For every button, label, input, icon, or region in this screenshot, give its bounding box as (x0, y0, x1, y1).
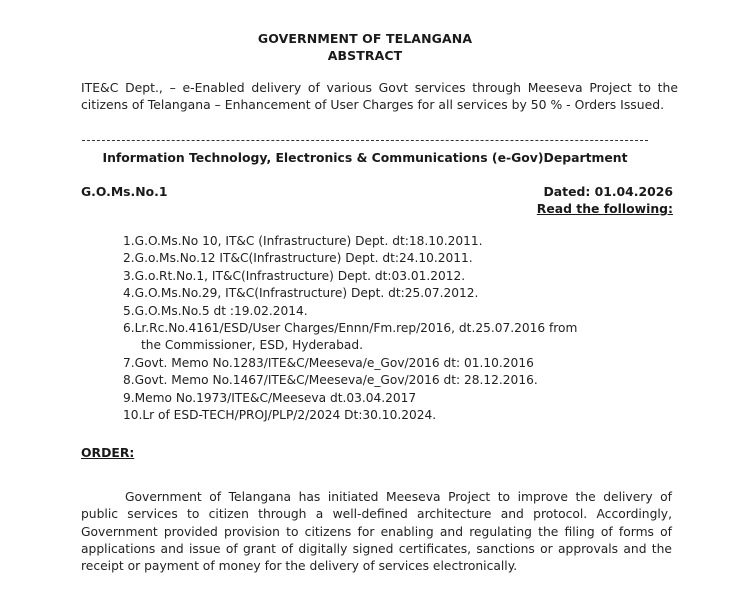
order-date: Dated: 01.04.2026 (543, 184, 673, 199)
read-following-label: Read the following: (536, 201, 673, 216)
separator-rule (82, 140, 648, 141)
department-name: Information Technology, Electronics & Communications (e-Gov)Department (102, 150, 628, 165)
go-number: G.O.Ms.No.1 (81, 184, 168, 199)
reference-item: 1.G.O.Ms.No 10, IT&C (Infrastructure) Dept. dt:18.10.2011. (123, 234, 483, 248)
reference-item: 2.G.o.Ms.No.12 IT&C(Infrastructure) Dept. dt:24.10.2011. (123, 251, 473, 266)
reference-list (123, 233, 653, 424)
order-paragraph: Government of Telangana has initiated Meeseva Project to improve the delivery of public services to citizen through a well-defined architecture and protocol. Accordingly, Government provided provision to citizens for enabling and regulating the filing of forms of applications and issue of grant of digitally signed certificates, sanctions or approvals and the receipt or payment of money for the delivery of services electronically. (81, 490, 672, 574)
reference-item: 9.Memo No.1973/ITE&C/Meeseva dt.03.04.2017 (123, 390, 417, 405)
reference-item: the Commissioner, ESD, Hyderabad. (141, 338, 363, 353)
reference-item: 3.G.o.Rt.No.1, IT&C(Infrastructure) Dept. dt:03.01.2012. (123, 268, 466, 283)
reference-item: 10.Lr of ESD-TECH/PROJ/PLP/2/2024 Dt:30.10.2024. (123, 408, 437, 423)
reference-item: 6.Lr.Rc.No.4161/ESD/User Charges/Ennn/Fm.rep/2016, dt.25.07.2016 from (123, 321, 578, 336)
subject-text: ITE&C Dept., – e-Enabled delivery of various Govt services through Meeseva Project to the citizens of Telangana – Enhancement of User Charges for all services by 50 % - Orders Issued. (81, 80, 678, 112)
government-title: GOVERNMENT OF TELANGANA (257, 31, 473, 46)
reference-item: 7.Govt. Memo No.1283/ITE&C/Meeseva/e_Gov/2016 dt: 01.10.2016 (123, 355, 534, 370)
order-heading: ORDER: (81, 445, 135, 460)
abstract-title: ABSTRACT (327, 48, 403, 63)
reference-item: 8.Govt. Memo No.1467/ITE&C/Meeseva/e_Gov/2016 dt: 28.12.2016. (123, 373, 538, 388)
reference-item: 4.G.O.Ms.No.29, IT&C(Infrastructure) Dept. dt:25.07.2012. (123, 286, 479, 301)
reference-item: 5.G.O.Ms.No.5 dt :19.02.2014. (123, 303, 308, 318)
